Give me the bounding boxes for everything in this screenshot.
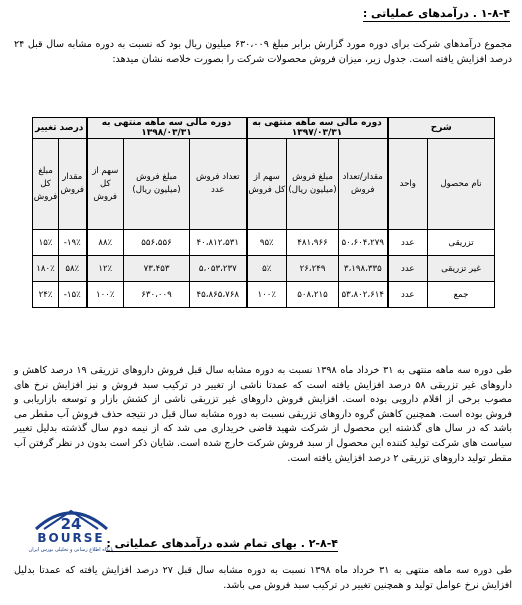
svg-text:BOURSE: BOURSE xyxy=(37,531,105,545)
cell-count-1398: ۴۵،۸۶۵،۷۶۸ xyxy=(190,282,247,308)
cell-product: غیر تزریقی xyxy=(428,256,495,282)
cell-share-1397: ۵٪ xyxy=(247,256,287,282)
sales-analysis-paragraph: طی دوره سه ماهه منتهی به ۳۱ خرداد ماه ۱۳۹۸ نسبت به دوره مشابه سال قبل فروش داروهای تزریقی ۱۹ درصد کاهش و داروهای غیر تزریقی ۵۸ درصد افزایش یافته است که عمدتا ناشی از تغییر در ترکیب سبد فروش و نیز افزایش نرخ های مصوب برخی از اقلام دارویی بوده است. افزایش فروش داروهای غیر تزریقی ناشی از کشش بازار و توسعه بازاریابی و فروش بوده است. همچنین کاهش گروه داروهای تزریقی نسبت به دوره مشابه سال قبل در نتیجه حذف فروش آب مقطر می باشد که در سال های گذشته این محصول از شرکت شهید قاضی خریداری می شد که از نیمه دوم سال گذشته بدلیل تغییر سیاست های شرکت تولید کننده این محصول از سبد فروش شرکت خارج شده است. شایان ذکر است بدون در نظر گرفتن آب مقطر تولید داروهای تزریقی ۲ درصد افزایش یافته است. xyxy=(14,365,512,464)
col-amount-1397: مبلغ فروش (میلیون ریال) xyxy=(287,139,339,230)
cell-share-1398: ۱۲٪ xyxy=(87,256,124,282)
revenue-intro-paragraph: مجموع درآمدهای شرکت برای دوره مورد گزارش برابر مبلغ ۶۳۰،۰۰۹ میلیون ریال بود که نسبت به دوره مشابه سال قبل ۲۴ درصد افزایش یافته است. جدول زیر، میزان فروش محصولات شرکت را بصورت خلاصه نشان میدهد: xyxy=(14,39,512,65)
cell-qty-1397: ۳،۱۹۸،۳۳۵ xyxy=(339,256,388,282)
cell-change-amount: ۲۴٪ xyxy=(33,282,59,308)
table-row xyxy=(33,230,495,256)
cell-change-qty: -۱۹٪ xyxy=(59,230,87,256)
cost-of-revenue-paragraph: طی دوره سه ماهه منتهی به ۳۱ خرداد ماه ۱۳۹۸ نسبت به دوره مشابه سال قبل ۲۷ درصد افزایش یافته که عمدتا بدلیل افزایش نرخ عوامل تولید و همچنین تغییر در ترکیب سبد فروش می باشد. xyxy=(14,565,512,591)
cell-product: تزریقی xyxy=(428,230,495,256)
col-count-1398: تعداد فروش عدد xyxy=(190,139,247,230)
cell-share-1397: ۱۰۰٪ xyxy=(247,282,287,308)
section-heading-operating-revenue: ۱-۸-۴ . درآمدهای عملیاتی : xyxy=(362,7,510,20)
svg-text:پایگاه اطلاع رسانی و تحلیلی بو: پایگاه اطلاع رسانی و تحلیلی بورس ایران xyxy=(28,547,114,553)
cell-unit: عدد xyxy=(388,282,428,308)
cell-unit: عدد xyxy=(388,256,428,282)
cell-count-1398: ۴۰،۸۱۲،۵۳۱ xyxy=(190,230,247,256)
table-row xyxy=(33,256,495,282)
sales-table xyxy=(32,117,495,308)
cell-qty-1397: ۵۳،۸۰۲،۶۱۴ xyxy=(339,282,388,308)
cell-share-1398: ۸۸٪ xyxy=(87,230,124,256)
header-period-1397: دوره مالی سه ماهه منتهی به ۱۳۹۷/۰۳/۳۱ xyxy=(247,118,388,139)
cell-product: جمع xyxy=(428,282,495,308)
cell-count-1398: ۵،۰۵۳،۲۳۷ xyxy=(190,256,247,282)
cell-share-1397: ۹۵٪ xyxy=(247,230,287,256)
svg-text:24: 24 xyxy=(60,515,82,533)
cell-amount-1397: ۲۶،۲۴۹ xyxy=(287,256,339,282)
col-product-name: نام محصول xyxy=(428,139,495,230)
cell-change-qty: -۱۵٪ xyxy=(59,282,87,308)
section-heading-cost-of-revenue: ۲-۸-۴ . بهای تمام شده درآمدهای عملیاتی : xyxy=(106,537,338,550)
col-share-1398: سهم از کل فروش xyxy=(87,139,124,230)
header-description: شرح xyxy=(388,118,495,139)
cell-amount-1398: ۵۵۶،۵۵۶ xyxy=(124,230,190,256)
cell-amount-1398: ۷۳،۴۵۳ xyxy=(124,256,190,282)
cell-change-qty: ۵۸٪ xyxy=(59,256,87,282)
cell-unit: عدد xyxy=(388,230,428,256)
cell-amount-1397: ۴۸۱،۹۶۶ xyxy=(287,230,339,256)
cell-amount-1397: ۵۰۸،۲۱۵ xyxy=(287,282,339,308)
col-change-amount: مبلغ کل فروش xyxy=(33,139,59,230)
cell-change-amount: ۱۸۰٪ xyxy=(33,256,59,282)
header-period-1398: دوره مالی سه ماهه منتهی به ۱۳۹۸/۰۳/۳۱ xyxy=(87,118,247,139)
cell-amount-1398: ۶۳۰،۰۰۹ xyxy=(124,282,190,308)
col-change-qty: مقدار فروش xyxy=(59,139,87,230)
cell-change-amount: ۱۵٪ xyxy=(33,230,59,256)
col-unit: واحد xyxy=(388,139,428,230)
header-change-percent: درصد تغییر xyxy=(33,118,87,139)
col-qty-1397: مقدار/تعداد فروش xyxy=(339,139,388,230)
col-amount-1398: مبلغ فروش (میلیون ریال) xyxy=(124,139,190,230)
col-share-1397: سهم از کل فروش xyxy=(247,139,287,230)
table-row-total xyxy=(33,282,495,308)
cell-qty-1397: ۵۰،۶۰۴،۲۷۹ xyxy=(339,230,388,256)
cell-share-1398: ۱۰۰٪ xyxy=(87,282,124,308)
